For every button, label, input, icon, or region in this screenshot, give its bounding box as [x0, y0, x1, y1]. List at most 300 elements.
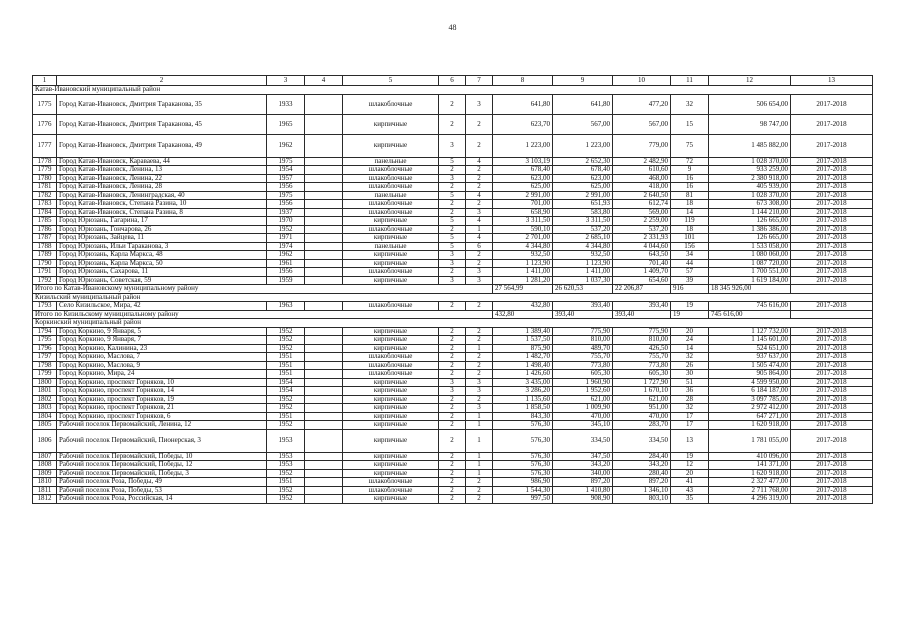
living-area: 2 991,00: [553, 191, 613, 200]
wall-material: шлакоблочные: [343, 174, 439, 183]
residents: 51: [671, 378, 709, 387]
total-area: 1 482,70: [493, 353, 553, 362]
residential-area: 1 670,10: [613, 387, 671, 396]
entrances: 1: [466, 421, 493, 430]
row-number: 1803: [33, 404, 57, 413]
floors: 2: [439, 412, 466, 421]
row-number: 1806: [33, 429, 57, 452]
residential-area: 470,00: [613, 412, 671, 421]
cost: 1 127 732,00: [709, 327, 791, 336]
period: 2017-2018: [791, 191, 873, 200]
residential-area: 755,70: [613, 353, 671, 362]
total-residential-area: 22 206,87: [613, 285, 671, 294]
total-cost: 18 345 926,00: [709, 285, 791, 294]
residents: 16: [671, 174, 709, 183]
table-row: [33, 200, 873, 209]
build-year: 1951: [267, 412, 305, 421]
floors: 2: [439, 469, 466, 478]
residents: 17: [671, 412, 709, 421]
residents: 32: [671, 94, 709, 114]
address: Город Юрюзань, Гончарова, 26: [57, 225, 267, 234]
build-year: 1952: [267, 495, 305, 504]
table-row: [33, 344, 873, 353]
floors: 5: [439, 191, 466, 200]
residential-area: 1 346,10: [613, 486, 671, 495]
floors: 2: [439, 452, 466, 461]
entrances: 4: [466, 157, 493, 166]
period: 2017-2018: [791, 395, 873, 404]
address: Город Юрюзань, Зайцева, 11: [57, 234, 267, 243]
period: 2017-2018: [791, 361, 873, 370]
total-area: 576,30: [493, 452, 553, 461]
total-area: 1 411,00: [493, 268, 553, 277]
column-number: 8: [493, 76, 553, 86]
col-4: [305, 225, 343, 234]
column-number: 13: [791, 76, 873, 86]
address: Город Коркино, Маслова, 9: [57, 361, 267, 370]
floors: 2: [439, 495, 466, 504]
table-row: [33, 217, 873, 226]
floors: 2: [439, 200, 466, 209]
column-number: 12: [709, 76, 791, 86]
residents: 57: [671, 268, 709, 277]
residents: 44: [671, 259, 709, 268]
row-number: 1790: [33, 259, 57, 268]
entrances: 3: [466, 276, 493, 285]
residential-area: 418,00: [613, 183, 671, 192]
entrances: 3: [466, 404, 493, 413]
floors: 2: [439, 225, 466, 234]
col-4: [305, 336, 343, 345]
col-4: [305, 174, 343, 183]
column-number: 6: [439, 76, 466, 86]
period: 2017-2018: [791, 217, 873, 226]
cost: 905 864,00: [709, 370, 791, 379]
table-row: [33, 251, 873, 260]
floors: 2: [439, 370, 466, 379]
entrances: 4: [466, 217, 493, 226]
address: Город Катав-Ивановск, Степана Разина, 8: [57, 208, 267, 217]
build-year: 1937: [267, 208, 305, 217]
wall-material: кирпичные: [343, 495, 439, 504]
row-number: 1798: [33, 361, 57, 370]
entrances: 6: [466, 242, 493, 251]
total-area: 997,50: [493, 495, 553, 504]
floors: 5: [439, 234, 466, 243]
total-area: 1 537,50: [493, 336, 553, 345]
table-row: [33, 336, 873, 345]
living-area: 623,00: [553, 174, 613, 183]
entrances: 1: [466, 344, 493, 353]
period: 2017-2018: [791, 225, 873, 234]
build-year: 1951: [267, 361, 305, 370]
living-area: 343,20: [553, 461, 613, 470]
wall-material: шлакоблочные: [343, 268, 439, 277]
build-year: 1965: [267, 114, 305, 134]
cost: 933 259,00: [709, 166, 791, 175]
living-area: 567,00: [553, 114, 613, 134]
column-number: 1: [33, 76, 57, 86]
col-4: [305, 461, 343, 470]
total-area: 1 544,30: [493, 486, 553, 495]
row-number: 1807: [33, 452, 57, 461]
address: Город Катав-Ивановск, Ленина, 22: [57, 174, 267, 183]
total-living-area: 393,40: [553, 310, 613, 319]
cost: 410 096,00: [709, 452, 791, 461]
cost: 98 747,00: [709, 114, 791, 134]
period: 2017-2018: [791, 461, 873, 470]
living-area: 605,30: [553, 370, 613, 379]
entrances: 4: [466, 191, 493, 200]
period: 2017-2018: [791, 183, 873, 192]
residential-area: 283,70: [613, 421, 671, 430]
cost: 405 939,00: [709, 183, 791, 192]
section-heading-row: [33, 86, 873, 95]
cost: 1 485 882,00: [709, 134, 791, 157]
total-area: 3 435,00: [493, 378, 553, 387]
build-year: 1962: [267, 251, 305, 260]
floors: 2: [439, 421, 466, 430]
floors: 2: [439, 486, 466, 495]
cost: 506 654,00: [709, 94, 791, 114]
total-area: 623,00: [493, 174, 553, 183]
living-area: 1 123,90: [553, 259, 613, 268]
period: 2017-2018: [791, 469, 873, 478]
floors: 3: [439, 134, 466, 157]
build-year: 1971: [267, 234, 305, 243]
address: Город Юрюзань, Советская, 59: [57, 276, 267, 285]
residents: 20: [671, 469, 709, 478]
residential-area: 569,00: [613, 208, 671, 217]
address: Город Юрюзань, Карла Маркса, 48: [57, 251, 267, 260]
address: Город Юрюзань, Ильи Тараканова, 3: [57, 242, 267, 251]
col-4: [305, 486, 343, 495]
address: Рабочий поселок Роза, Победы, 53: [57, 486, 267, 495]
wall-material: кирпичные: [343, 404, 439, 413]
cost: 1 533 058,00: [709, 242, 791, 251]
residents: 72: [671, 157, 709, 166]
row-number: 1786: [33, 225, 57, 234]
residential-area: 701,40: [613, 259, 671, 268]
build-year: 1956: [267, 268, 305, 277]
floors: 2: [439, 429, 466, 452]
build-year: 1956: [267, 200, 305, 209]
column-number: 4: [305, 76, 343, 86]
period: 2017-2018: [791, 251, 873, 260]
wall-material: кирпичные: [343, 452, 439, 461]
residential-area: 393,40: [613, 302, 671, 311]
address: Город Катав-Ивановск, Караваева, 44: [57, 157, 267, 166]
period: 2017-2018: [791, 495, 873, 504]
wall-material: шлакоблочные: [343, 361, 439, 370]
table-row: [33, 242, 873, 251]
build-year: 1954: [267, 378, 305, 387]
total-area: 576,30: [493, 461, 553, 470]
floors: 3: [439, 259, 466, 268]
residential-area: 567,00: [613, 114, 671, 134]
row-number: 1812: [33, 495, 57, 504]
total-period: [791, 310, 873, 319]
entrances: 2: [466, 251, 493, 260]
row-number: 1793: [33, 302, 57, 311]
residents: 28: [671, 395, 709, 404]
period: 2017-2018: [791, 370, 873, 379]
entrances: 2: [466, 183, 493, 192]
table-row: [33, 387, 873, 396]
period: 2017-2018: [791, 452, 873, 461]
col-4: [305, 217, 343, 226]
cost: 524 651,00: [709, 344, 791, 353]
cost: 4 296 319,00: [709, 495, 791, 504]
floors: 2: [439, 208, 466, 217]
table-row: [33, 174, 873, 183]
entrances: 1: [466, 452, 493, 461]
residents: 32: [671, 404, 709, 413]
table-row: [33, 370, 873, 379]
living-area: 340,00: [553, 469, 613, 478]
column-number: 9: [553, 76, 613, 86]
period: 2017-2018: [791, 404, 873, 413]
table-row: [33, 134, 873, 157]
residential-area: 775,90: [613, 327, 671, 336]
cost: 1 145 601,00: [709, 336, 791, 345]
column-number: 10: [613, 76, 671, 86]
wall-material: панельные: [343, 242, 439, 251]
col-4: [305, 378, 343, 387]
col-4: [305, 421, 343, 430]
floors: 3: [439, 378, 466, 387]
column-number: 2: [57, 76, 267, 86]
residential-area: 2 259,00: [613, 217, 671, 226]
living-area: 897,20: [553, 478, 613, 487]
floors: 2: [439, 94, 466, 114]
cost: 1 781 055,00: [709, 429, 791, 452]
total-label: Итого по Катав-Ивановскому муниципальному району: [33, 285, 493, 294]
cost: 1 386 386,00: [709, 225, 791, 234]
residents: 39: [671, 276, 709, 285]
period: 2017-2018: [791, 276, 873, 285]
build-year: 1956: [267, 183, 305, 192]
col-4: [305, 404, 343, 413]
cost: 3 097 785,00: [709, 395, 791, 404]
col-4: [305, 387, 343, 396]
period: 2017-2018: [791, 412, 873, 421]
total-area: 1 498,40: [493, 361, 553, 370]
column-number: 3: [267, 76, 305, 86]
row-number: 1776: [33, 114, 57, 134]
entrances: 2: [466, 166, 493, 175]
table-row: [33, 478, 873, 487]
table-row: [33, 495, 873, 504]
address: Город Коркино, 9 Января, 7: [57, 336, 267, 345]
address: Город Коркино, Мира, 24: [57, 370, 267, 379]
cost: 1 028 370,00: [709, 157, 791, 166]
cost: 745 616,00: [709, 302, 791, 311]
residential-area: 1 409,70: [613, 268, 671, 277]
period: 2017-2018: [791, 336, 873, 345]
floors: 2: [439, 361, 466, 370]
residents: 14: [671, 344, 709, 353]
entrances: 2: [466, 327, 493, 336]
wall-material: кирпичные: [343, 234, 439, 243]
floors: 2: [439, 114, 466, 134]
cost: 1 080 060,00: [709, 251, 791, 260]
residential-area: 343,20: [613, 461, 671, 470]
living-area: 334,50: [553, 429, 613, 452]
residential-area: 468,00: [613, 174, 671, 183]
table-row: [33, 378, 873, 387]
total-area: 701,00: [493, 200, 553, 209]
residential-area: 334,50: [613, 429, 671, 452]
period: 2017-2018: [791, 302, 873, 311]
address: Рабочий поселок Первомайский, Ленина, 12: [57, 421, 267, 430]
residents: 12: [671, 461, 709, 470]
residential-area: 4 044,60: [613, 242, 671, 251]
address: Город Катав-Ивановск, Ленинградская, 40: [57, 191, 267, 200]
address: Город Катав-Ивановск, Дмитрия Тараканова, 45: [57, 114, 267, 134]
wall-material: шлакоблочные: [343, 370, 439, 379]
residential-area: 612,74: [613, 200, 671, 209]
wall-material: шлакоблочные: [343, 225, 439, 234]
row-number: 1799: [33, 370, 57, 379]
build-year: 1953: [267, 461, 305, 470]
address: Рабочий поселок Первомайский, Победы, 12: [57, 461, 267, 470]
cost: 937 637,00: [709, 353, 791, 362]
total-area: 432,80: [493, 310, 553, 319]
total-area: 4 344,80: [493, 242, 553, 251]
cost: 126 665,00: [709, 234, 791, 243]
residents: 14: [671, 208, 709, 217]
cost: 1 144 210,00: [709, 208, 791, 217]
living-area: 621,00: [553, 395, 613, 404]
floors: 3: [439, 387, 466, 396]
table-row: [33, 429, 873, 452]
row-number: 1792: [33, 276, 57, 285]
row-number: 1782: [33, 191, 57, 200]
section-heading: Катав-Ивановский муниципальный район: [33, 86, 873, 95]
period: 2017-2018: [791, 157, 873, 166]
build-year: 1952: [267, 395, 305, 404]
cost: 1 087 720,00: [709, 259, 791, 268]
period: 2017-2018: [791, 353, 873, 362]
period: 2017-2018: [791, 166, 873, 175]
cost: 4 599 950,00: [709, 378, 791, 387]
entrances: 2: [466, 259, 493, 268]
period: 2017-2018: [791, 208, 873, 217]
column-number: 7: [466, 76, 493, 86]
build-year: 1952: [267, 344, 305, 353]
wall-material: шлакоблочные: [343, 200, 439, 209]
table-row: [33, 166, 873, 175]
wall-material: шлакоблочные: [343, 353, 439, 362]
period: 2017-2018: [791, 234, 873, 243]
col-4: [305, 327, 343, 336]
address: Рабочий поселок Первомайский, Победы, 10: [57, 452, 267, 461]
address: Город Юрюзань, Карла Маркса, 50: [57, 259, 267, 268]
row-number: 1805: [33, 421, 57, 430]
period: 2017-2018: [791, 200, 873, 209]
floors: 2: [439, 353, 466, 362]
col-4: [305, 361, 343, 370]
address: Город Коркино, Калинина, 23: [57, 344, 267, 353]
living-area: 4 344,80: [553, 242, 613, 251]
total-area: 576,30: [493, 429, 553, 452]
wall-material: кирпичные: [343, 395, 439, 404]
build-year: 1951: [267, 353, 305, 362]
wall-material: кирпичные: [343, 327, 439, 336]
entrances: 2: [466, 302, 493, 311]
build-year: 1952: [267, 486, 305, 495]
period: 2017-2018: [791, 268, 873, 277]
wall-material: кирпичные: [343, 114, 439, 134]
entrances: 2: [466, 114, 493, 134]
cost: 1 619 184,00: [709, 276, 791, 285]
col-4: [305, 200, 343, 209]
total-area: 1 426,60: [493, 370, 553, 379]
living-area: 908,90: [553, 495, 613, 504]
row-number: 1788: [33, 242, 57, 251]
total-area: 1 123,90: [493, 259, 553, 268]
wall-material: панельные: [343, 191, 439, 200]
residential-area: 621,00: [613, 395, 671, 404]
col-4: [305, 234, 343, 243]
total-cost: 745 616,00: [709, 310, 791, 319]
wall-material: шлакоблочные: [343, 208, 439, 217]
table-row: [33, 157, 873, 166]
table-row: [33, 361, 873, 370]
col-4: [305, 395, 343, 404]
table-row: [33, 412, 873, 421]
entrances: 2: [466, 495, 493, 504]
build-year: 1954: [267, 387, 305, 396]
cost: 1 700 551,00: [709, 268, 791, 277]
build-year: 1957: [267, 174, 305, 183]
col-4: [305, 242, 343, 251]
table-row: [33, 452, 873, 461]
living-area: 489,70: [553, 344, 613, 353]
col-4: [305, 259, 343, 268]
table-row: [33, 234, 873, 243]
period: 2017-2018: [791, 327, 873, 336]
living-area: 641,80: [553, 94, 613, 114]
wall-material: шлакоблочные: [343, 183, 439, 192]
col-4: [305, 452, 343, 461]
wall-material: кирпичные: [343, 421, 439, 430]
build-year: 1952: [267, 469, 305, 478]
total-area: 658,90: [493, 208, 553, 217]
living-area: 810,00: [553, 336, 613, 345]
section-heading-row: [33, 319, 873, 328]
period: 2017-2018: [791, 242, 873, 251]
section-heading-row: [33, 293, 873, 302]
row-number: 1787: [33, 234, 57, 243]
col-4: [305, 478, 343, 487]
col-4: [305, 191, 343, 200]
entrances: 2: [466, 353, 493, 362]
residents: 18: [671, 225, 709, 234]
entrances: 3: [466, 94, 493, 114]
row-number: 1785: [33, 217, 57, 226]
col-4: [305, 412, 343, 421]
address: Город Коркино, Маслова, 7: [57, 353, 267, 362]
row-number: 1808: [33, 461, 57, 470]
column-number-row: [33, 76, 873, 86]
section-heading: Коркинский муниципальный район: [33, 319, 873, 328]
cost: 126 665,00: [709, 217, 791, 226]
total-area: 625,00: [493, 183, 553, 192]
table-row: [33, 302, 873, 311]
total-area: 2 701,00: [493, 234, 553, 243]
